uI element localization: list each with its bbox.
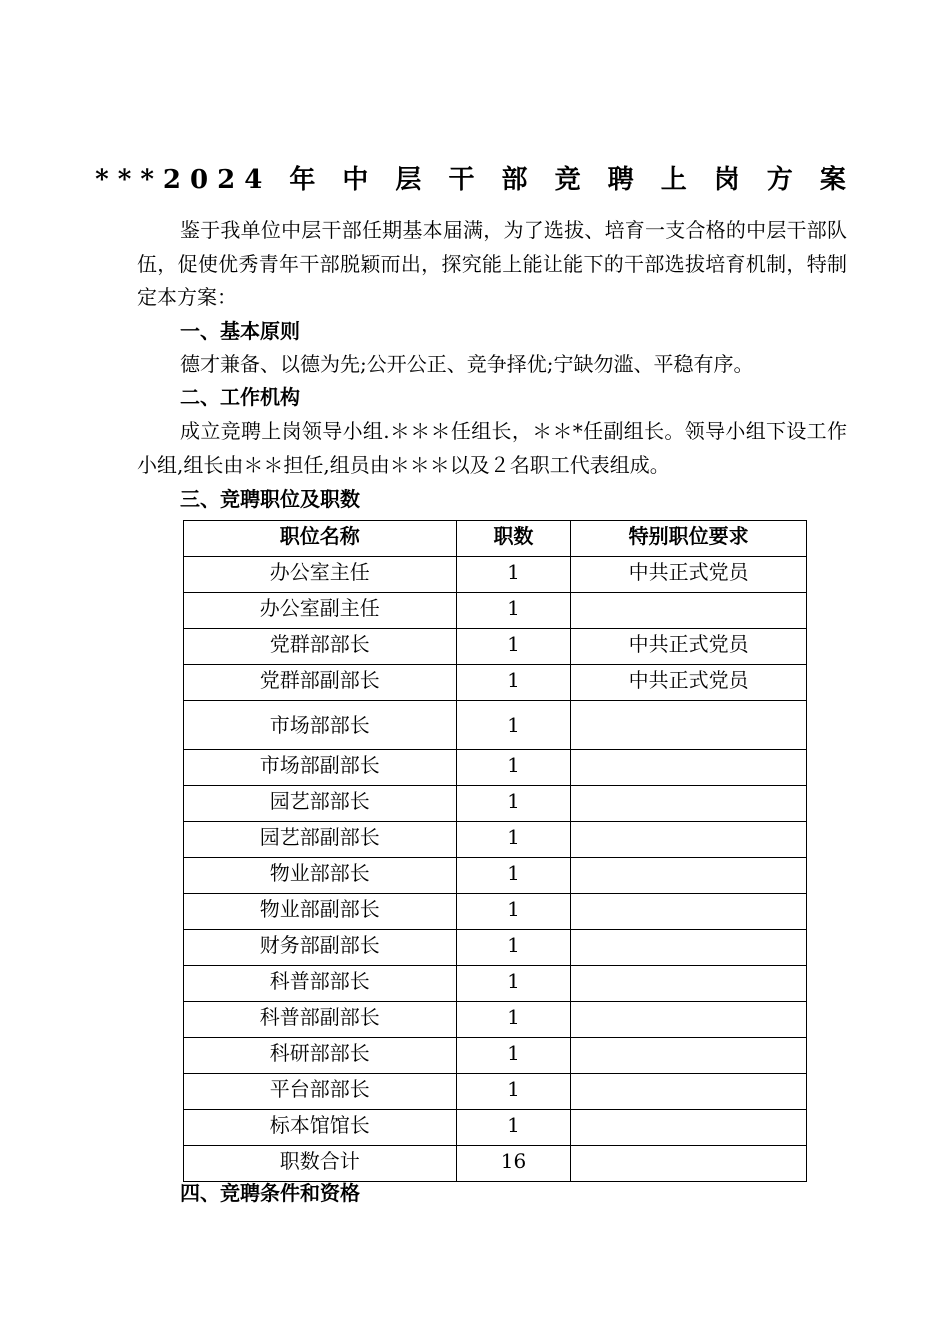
position-requirement [571,701,807,750]
position-count: 1 [456,858,571,894]
position-count: 1 [456,822,571,858]
position-count: 1 [456,750,571,786]
position-count: 1 [456,593,571,629]
table-row [184,858,807,894]
position-name: 科普部副部长 [184,1002,457,1038]
position-requirement [571,1110,807,1146]
position-name: 办公室主任 [184,557,457,593]
position-name: 办公室副主任 [184,593,457,629]
position-name: 园艺部副部长 [184,822,457,858]
section-heading-organization: 二、工作机构 [180,385,300,409]
table-row [184,1038,807,1074]
position-name: 市场部部长 [184,701,457,750]
position-requirement [571,966,807,1002]
position-count: 1 [456,557,571,593]
position-requirement [571,593,807,629]
position-count: 1 [456,629,571,665]
position-count: 1 [456,894,571,930]
position-requirement [571,786,807,822]
table-row [184,966,807,1002]
positions-table [183,520,807,1182]
position-count: 1 [456,786,571,822]
table-row [184,822,807,858]
intro-paragraph: 鉴于我单位中层干部任期基本届满，为了选拔、培育一支合格的中层干部队伍，促使优秀青年干部脱颖而出，探究能上能让能下的干部选拔培育机制，特制定本方案： [137,218,847,309]
position-requirement: 中共正式党员 [571,665,807,701]
position-requirement [571,1038,807,1074]
position-requirement: 中共正式党员 [571,629,807,665]
position-name: 市场部副部长 [184,750,457,786]
table-row [184,1002,807,1038]
table-row [184,930,807,966]
position-name: 平台部部长 [184,1074,457,1110]
position-name: 党群部副部长 [184,665,457,701]
section-heading-principles: 一、基本原则 [180,319,300,343]
position-count: 1 [456,701,571,750]
position-requirement [571,750,807,786]
table-row [184,1110,807,1146]
position-name: 财务部副部长 [184,930,457,966]
position-name: 物业部部长 [184,858,457,894]
table-row [184,557,807,593]
position-count: 1 [456,966,571,1002]
table-row [184,701,807,750]
organization-text: 成立竞聘上岗领导小组.＊＊＊任组长，＊＊*任副组长。领导小组下设工作小组,组长由＊＊担任,组员由＊＊＊以及２名职工代表组成。 [137,419,847,477]
position-name: 党群部部长 [184,629,457,665]
total-label: 职数合计 [184,1146,457,1182]
position-count: 1 [456,1038,571,1074]
position-name: 科研部部长 [184,1038,457,1074]
position-name: 科普部部长 [184,966,457,1002]
section-heading-conditions: 四、竞聘条件和资格 [180,1181,360,1205]
total-requirement [571,1146,807,1182]
table-row [184,593,807,629]
position-count: 1 [456,930,571,966]
position-requirement [571,1074,807,1110]
position-name: 园艺部部长 [184,786,457,822]
table-row [184,786,807,822]
position-requirement [571,894,807,930]
table-row [184,629,807,665]
position-count: 1 [456,1002,571,1038]
header-position-name: 职位名称 [184,521,457,557]
position-count: 1 [456,1110,571,1146]
header-count: 职数 [456,521,571,557]
position-name: 标本馆馆长 [184,1110,457,1146]
header-requirements: 特别职位要求 [571,521,807,557]
position-requirement: 中共正式党员 [571,557,807,593]
position-name: 物业部副部长 [184,894,457,930]
position-requirement [571,1002,807,1038]
table-row [184,665,807,701]
position-requirement [571,822,807,858]
total-count: 16 [456,1146,571,1182]
table-row [184,1074,807,1110]
principles-text: 德才兼备、以德为先;公开公正、竞争择优;宁缺勿滥、平稳有序。 [180,352,754,376]
position-requirement [571,930,807,966]
table-header-row [184,521,807,557]
position-count: 1 [456,665,571,701]
position-count: 1 [456,1074,571,1110]
section-heading-positions: 三、竞聘职位及职数 [180,487,360,511]
document-title: ***2024 年 中 层 干 部 竞 聘 上 岗 方 案 [95,165,855,195]
table-row [184,750,807,786]
position-requirement [571,858,807,894]
table-row [184,894,807,930]
